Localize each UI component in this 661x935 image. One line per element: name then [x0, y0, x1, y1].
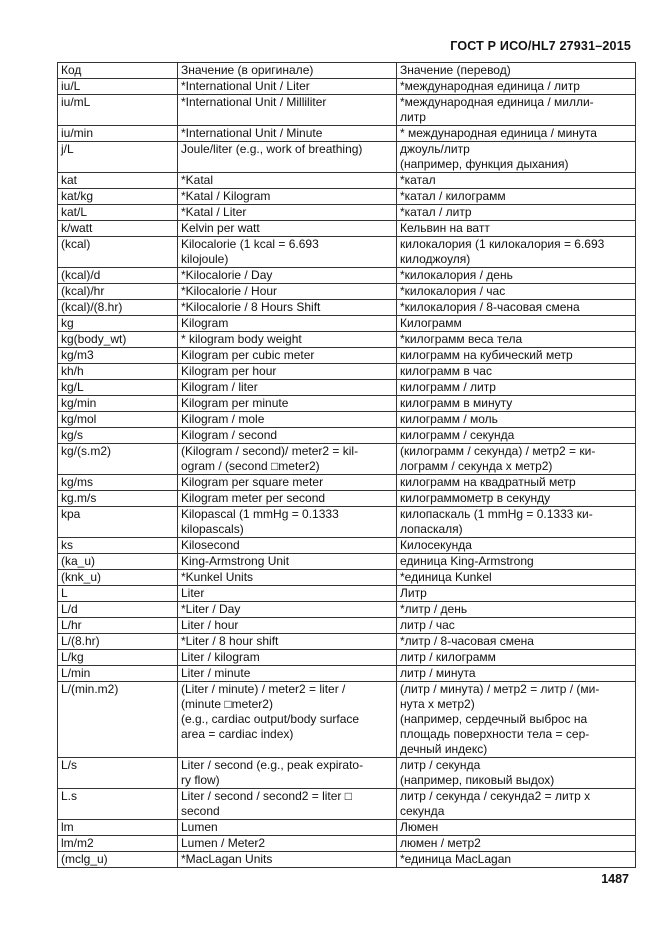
table-row [58, 618, 636, 634]
cell-code: L/s [58, 758, 178, 789]
cell-original: King-Armstrong Unit [178, 554, 397, 570]
cell-code: (mclg_u) [58, 852, 178, 868]
cell-translation: Кельвин на ватт [397, 221, 636, 237]
cell-original: *Katal / Liter [178, 205, 397, 221]
cell-code: kg/(s.m2) [58, 444, 178, 475]
table-row [58, 268, 636, 284]
table-row [58, 205, 636, 221]
cell-code: L/(8.hr) [58, 634, 178, 650]
table-row [58, 221, 636, 237]
table-row [58, 538, 636, 554]
table-row [58, 507, 636, 538]
column-header-original: Значение (в оригинале) [178, 63, 397, 79]
table-row [58, 284, 636, 300]
units-table [57, 62, 636, 868]
cell-code: kg/ms [58, 475, 178, 491]
cell-original: *Kilocalorie / Hour [178, 284, 397, 300]
cell-translation: *международная единица / милли- литр [397, 95, 636, 126]
page-number: 1487 [601, 872, 629, 886]
cell-translation: *катал / килограмм [397, 189, 636, 205]
cell-original: (Kilogram / second)/ meter2 = kil- ogram / (second □meter2) [178, 444, 397, 475]
table-row [58, 820, 636, 836]
table-row [58, 173, 636, 189]
table-row [58, 364, 636, 380]
table-row [58, 79, 636, 95]
cell-translation: (литр / минута) / метр2 = литр / (ми- нута х метр2) (например, сердечный выброс на площадь поверхности тела = сер- дечный индекс) [397, 682, 636, 758]
cell-code: iu/L [58, 79, 178, 95]
cell-original: Liter / kilogram [178, 650, 397, 666]
table-row [58, 682, 636, 758]
table-row [58, 444, 636, 475]
table-row [58, 348, 636, 364]
cell-original: * kilogram body weight [178, 332, 397, 348]
cell-original: Liter / minute [178, 666, 397, 682]
table-row [58, 650, 636, 666]
cell-original: Liter / hour [178, 618, 397, 634]
table-row [58, 300, 636, 316]
column-header-translation: Значение (перевод) [397, 63, 636, 79]
cell-original: Kilogram / liter [178, 380, 397, 396]
cell-code: (knk_u) [58, 570, 178, 586]
cell-translation: *единица Kunkel [397, 570, 636, 586]
cell-translation: килограмм / моль [397, 412, 636, 428]
cell-code: L/d [58, 602, 178, 618]
cell-translation: *единица MacLagan [397, 852, 636, 868]
cell-translation: люмен / метр2 [397, 836, 636, 852]
table-header-row [58, 63, 636, 79]
table-row [58, 836, 636, 852]
cell-translation: Килограмм [397, 316, 636, 332]
cell-translation: *килограмм веса тела [397, 332, 636, 348]
cell-code: (kcal) [58, 237, 178, 268]
cell-translation: *килокалория / день [397, 268, 636, 284]
cell-original: Kilopascal (1 mmHg = 0.1333 kilopascals) [178, 507, 397, 538]
units-table-body [58, 63, 636, 868]
table-row [58, 396, 636, 412]
cell-translation: литр / секунда / секунда2 = литр х секунда [397, 789, 636, 820]
cell-translation: *литр / день [397, 602, 636, 618]
cell-code: iu/mL [58, 95, 178, 126]
cell-code: kg/mol [58, 412, 178, 428]
cell-original: *International Unit / Liter [178, 79, 397, 95]
cell-original: *Katal / Kilogram [178, 189, 397, 205]
cell-translation: килограмм / литр [397, 380, 636, 396]
table-row [58, 634, 636, 650]
cell-translation: *килокалория / час [397, 284, 636, 300]
cell-original: Kilogram / second [178, 428, 397, 444]
cell-code: L/(min.m2) [58, 682, 178, 758]
cell-translation: *килокалория / 8-часовая смена [397, 300, 636, 316]
cell-original: Kilogram meter per second [178, 491, 397, 507]
cell-code: kg.m/s [58, 491, 178, 507]
cell-code: kg/m3 [58, 348, 178, 364]
cell-translation: (килограмм / секунда) / метр2 = ки- лограмм / секунда х метр2) [397, 444, 636, 475]
cell-code: (kcal)/d [58, 268, 178, 284]
cell-code: kg(body_wt) [58, 332, 178, 348]
cell-translation: Килосекунда [397, 538, 636, 554]
cell-original: Kilosecond [178, 538, 397, 554]
cell-code: iu/min [58, 126, 178, 142]
cell-code: L.s [58, 789, 178, 820]
table-row [58, 95, 636, 126]
cell-code: kat/L [58, 205, 178, 221]
cell-code: (kcal)/hr [58, 284, 178, 300]
cell-code: lm/m2 [58, 836, 178, 852]
table-row [58, 428, 636, 444]
cell-original: *Kilocalorie / Day [178, 268, 397, 284]
cell-translation: *катал [397, 173, 636, 189]
cell-code: L [58, 586, 178, 602]
cell-translation: килограмм на кубический метр [397, 348, 636, 364]
table-row [58, 412, 636, 428]
cell-original: Kilogram / mole [178, 412, 397, 428]
table-row [58, 491, 636, 507]
cell-code: k/watt [58, 221, 178, 237]
cell-original: *Kilocalorie / 8 Hours Shift [178, 300, 397, 316]
cell-original: Kilogram [178, 316, 397, 332]
table-row [58, 758, 636, 789]
cell-translation: *литр / 8-часовая смена [397, 634, 636, 650]
table-row [58, 332, 636, 348]
cell-translation: литр / час [397, 618, 636, 634]
cell-original: Liter / second (e.g., peak expirato- ry flow) [178, 758, 397, 789]
table-row [58, 126, 636, 142]
table-row [58, 852, 636, 868]
cell-translation: килограмм в минуту [397, 396, 636, 412]
cell-translation: килограмм в час [397, 364, 636, 380]
cell-original: Kilogram per minute [178, 396, 397, 412]
cell-code: L/hr [58, 618, 178, 634]
cell-code: kg/L [58, 380, 178, 396]
cell-translation: литр / секунда (например, пиковый выдох) [397, 758, 636, 789]
cell-original: *Katal [178, 173, 397, 189]
cell-translation: литр / килограмм [397, 650, 636, 666]
cell-code: lm [58, 820, 178, 836]
cell-code: (ka_u) [58, 554, 178, 570]
cell-translation: единица King-Armstrong [397, 554, 636, 570]
document-header: ГОСТ Р ИСО/HL7 27931–2015 [450, 39, 631, 53]
cell-original: *Liter / 8 hour shift [178, 634, 397, 650]
cell-original: *Liter / Day [178, 602, 397, 618]
table-row [58, 475, 636, 491]
cell-original: Joule/liter (e.g., work of breathing) [178, 142, 397, 173]
table-row [58, 142, 636, 173]
cell-code: kpa [58, 507, 178, 538]
cell-code: ks [58, 538, 178, 554]
cell-code: L/kg [58, 650, 178, 666]
cell-original: Lumen / Meter2 [178, 836, 397, 852]
table-row [58, 666, 636, 682]
cell-code: L/min [58, 666, 178, 682]
cell-translation: Люмен [397, 820, 636, 836]
cell-original: Kilogram per square meter [178, 475, 397, 491]
table-row [58, 189, 636, 205]
cell-code: kg/s [58, 428, 178, 444]
cell-original: Liter / second / second2 = liter □ second [178, 789, 397, 820]
table-row [58, 380, 636, 396]
cell-translation: *международная единица / литр [397, 79, 636, 95]
cell-code: kg/min [58, 396, 178, 412]
cell-original: *MacLagan Units [178, 852, 397, 868]
cell-original: *International Unit / Minute [178, 126, 397, 142]
cell-original: Liter [178, 586, 397, 602]
cell-translation: *катал / литр [397, 205, 636, 221]
cell-translation: килограмм на квадратный метр [397, 475, 636, 491]
column-header-code: Код [58, 63, 178, 79]
cell-original: Kilogram per hour [178, 364, 397, 380]
table-row [58, 570, 636, 586]
cell-original: Lumen [178, 820, 397, 836]
cell-original: Kilogram per cubic meter [178, 348, 397, 364]
cell-code: kat/kg [58, 189, 178, 205]
cell-translation: килопаскаль (1 mmHg = 0.1333 ки- лопаскаля) [397, 507, 636, 538]
cell-original: Kilocalorie (1 kcal = 6.693 kilojoule) [178, 237, 397, 268]
cell-code: kg [58, 316, 178, 332]
cell-translation: литр / минута [397, 666, 636, 682]
table-row [58, 237, 636, 268]
cell-translation: килограмм / секунда [397, 428, 636, 444]
cell-code: kat [58, 173, 178, 189]
cell-original: *Kunkel Units [178, 570, 397, 586]
table-row [58, 554, 636, 570]
cell-code: (kcal)/(8.hr) [58, 300, 178, 316]
cell-translation: * международная единица / минута [397, 126, 636, 142]
table-row [58, 602, 636, 618]
cell-original: *International Unit / Milliliter [178, 95, 397, 126]
cell-translation: джоуль/литр (например, функция дыхания) [397, 142, 636, 173]
cell-original: Kelvin per watt [178, 221, 397, 237]
cell-translation: килограммометр в секунду [397, 491, 636, 507]
cell-code: j/L [58, 142, 178, 173]
table-row [58, 789, 636, 820]
table-row [58, 316, 636, 332]
cell-code: kh/h [58, 364, 178, 380]
table-row [58, 586, 636, 602]
cell-original: (Liter / minute) / meter2 = liter / (minute □meter2) (e.g., cardiac output/body surface area = cardiac index) [178, 682, 397, 758]
cell-translation: килокалория (1 килокалория = 6.693 килоджоуля) [397, 237, 636, 268]
cell-translation: Литр [397, 586, 636, 602]
